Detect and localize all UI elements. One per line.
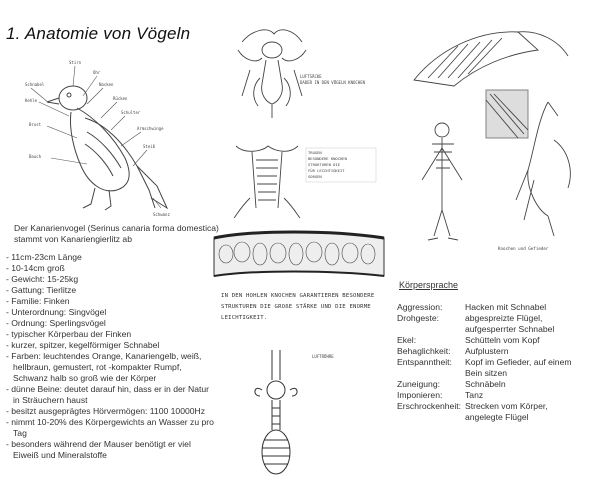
fact-item: - Familie: Finken [6, 296, 216, 307]
fact-item: - Gattung: Tierlitze [6, 285, 216, 296]
bone-caption: IN DEN HOHLEN KNOCHEN GARANTIEREN BESONDERE STRUKTUREN DIE GROßE STÄRKE UND DIE ENORME LEICHTIGKEIT. [221, 293, 375, 321]
list-item [397, 390, 587, 401]
term: Erschrockenheit: [397, 401, 462, 411]
svg-text:FÜR LEICHTIGKEIT: FÜR LEICHTIGKEIT [308, 168, 345, 173]
list-item [397, 357, 587, 379]
description: Hacken mit Schnabel [465, 302, 547, 312]
svg-text:DADER IN DEN VÖGELN KNOCHEN: DADER IN DEN VÖGELN KNOCHEN [300, 80, 366, 85]
page-title: 1. Anatomie von Vögeln [6, 24, 191, 43]
fact-item: - typischer Körperbau der Finken [6, 329, 216, 340]
label-bauch: Bauch [29, 154, 42, 159]
label-kehle: Kehle [25, 98, 38, 103]
list-item [397, 313, 587, 335]
fact-item: - besitzt ausgeprägtes Hörvermögen: 1100 10000Hz [6, 406, 216, 417]
svg-text:BESONDERE KNOCHEN: BESONDERE KNOCHEN [308, 156, 347, 161]
description: abgespreizte Flügel, aufgesperrter Schnabel [465, 313, 555, 334]
intro-text: Der Kanarienvogel (Serinus canaria forma domestica) stammt von Kanariengierlitz ab [14, 223, 219, 244]
fact-item: - besonders während der Mauser benötigt er viel Eiweiß und Mineralstoffe [6, 439, 216, 461]
spine-sketch [222, 138, 392, 218]
term: Ekel: [397, 335, 417, 345]
list-item [397, 401, 587, 423]
fact-item: - Unterordnung: Singvögel [6, 307, 216, 318]
description: Aufplustern [465, 346, 509, 356]
list-item [397, 379, 587, 390]
svg-text:SORGEN: SORGEN [308, 174, 322, 179]
skull-sketch [222, 20, 372, 120]
description: Tanz [465, 390, 484, 400]
term: Zuneigung: [397, 379, 441, 389]
list-item [397, 346, 587, 357]
note-spine: TROGEN [308, 150, 322, 155]
skeleton-sketch [398, 20, 588, 260]
description: Strecken vom Körper, angelegte Flügel [465, 401, 548, 422]
label-steiss: Steiß [143, 144, 156, 149]
note-skeleton: Knochen und Gefieder [498, 246, 549, 251]
description: Schütteln vom Kopf [465, 335, 540, 345]
koerpersprache-heading: Körpersprache [399, 280, 459, 290]
term: Aggression: [397, 302, 443, 312]
label-stirn: Stirn [69, 60, 82, 65]
fact-item: - Ordnung: Sperlingsvögel [6, 318, 216, 329]
list-item [397, 302, 587, 313]
fact-item: - kurzer, spitzer, kegelförmiger Schnabel [6, 340, 216, 351]
fact-item: - dünne Beine: deutet darauf hin, dass er in der Natur in Sträuchern haust [6, 384, 216, 406]
description: Schnäbeln [465, 379, 506, 389]
fact-item: - 11cm-23cm Länge [6, 252, 216, 263]
fact-item: - 10-14cm groß [6, 263, 216, 274]
fact-item: - nimmt 10-20% des Körpergewichts an Wasser zu pro Tag [6, 417, 216, 439]
label-brust: Brust [29, 122, 42, 127]
note-skull: LUFTSÄCKE [300, 74, 322, 79]
koerpersprache-list [397, 302, 587, 423]
term: Entspanntheit: [397, 357, 452, 367]
svg-text:STRUKTUREN DIE: STRUKTUREN DIE [308, 162, 341, 167]
bone-section-sketch [212, 224, 387, 284]
label-nacken: Nacken [99, 82, 114, 87]
fact-item: - Gewicht: 15-25kg [6, 274, 216, 285]
list-item [397, 335, 587, 346]
label-ohr: Ohr [93, 70, 101, 75]
label-schwanz: Schwanz [153, 212, 170, 217]
term: Drohgeste: [397, 313, 440, 323]
note-syrinx: LUFTRÖHRE [312, 354, 334, 359]
fact-item: - Farben: leuchtendes Orange, Kanariengelb, weiß, hellbraun, gemustert, rot -kompakter Rumpf, Schwanz halb so groß wie der Körper [6, 351, 216, 384]
term: Behaglichkeit: [397, 346, 451, 356]
label-schulter: Schulter [121, 110, 141, 115]
bird-anatomy-sketch [25, 58, 205, 218]
description: Kopf im Gefieder, auf einem Bein sitzen [465, 357, 572, 378]
label-ruecken: Rücken [113, 96, 128, 101]
label-armschwinge: Armschwinge [137, 126, 164, 131]
term: Imponieren: [397, 390, 443, 400]
label-schnabel: Schnabel [25, 82, 45, 87]
fact-list [6, 252, 216, 461]
syrinx-sketch [232, 350, 342, 490]
